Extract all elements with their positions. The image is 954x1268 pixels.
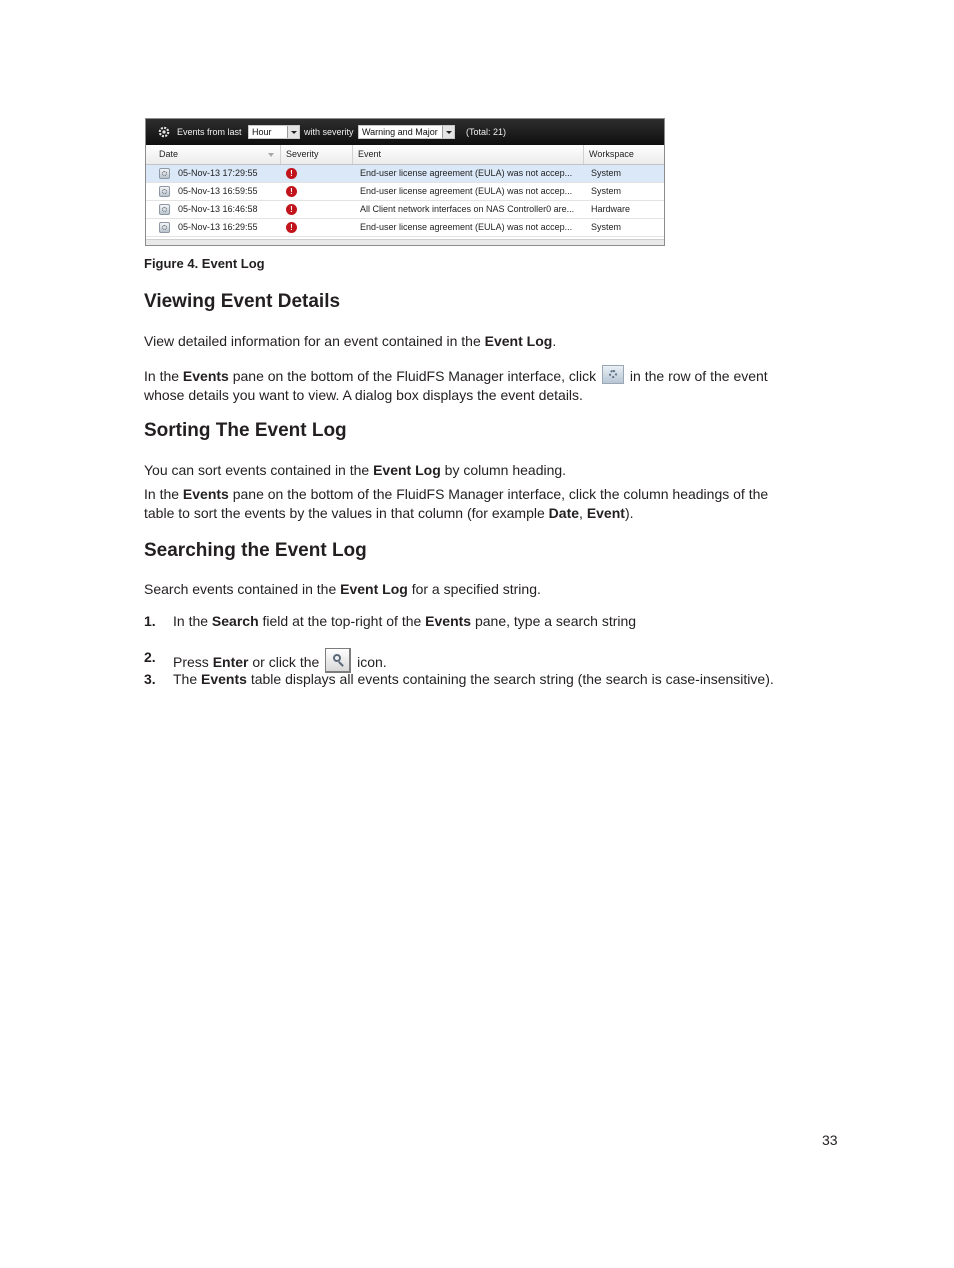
error-severity-icon: ! (286, 222, 297, 233)
column-header-severity[interactable] (281, 145, 353, 164)
list-item: The Events table displays all events containing the search string (the search is case-insensitive). (173, 671, 774, 687)
list-item-number: 2. (144, 649, 156, 665)
table-row[interactable] (146, 201, 664, 219)
table-scrollbar[interactable] (146, 239, 664, 245)
with-severity-label: with severity (304, 127, 354, 137)
gear-icon[interactable] (159, 186, 170, 197)
table-row[interactable] (146, 183, 664, 201)
column-header-label: Workspace (589, 149, 634, 159)
table-row[interactable] (146, 219, 664, 237)
error-severity-icon: ! (286, 204, 297, 215)
error-severity-icon: ! (286, 168, 297, 179)
total-count: (Total: 21) (466, 127, 507, 137)
severity-select-value: Warning and Major (362, 127, 438, 137)
gear-icon[interactable] (159, 204, 170, 215)
row-workspace: System (591, 222, 622, 232)
row-event: All Client network interfaces on NAS Controller0 are... (360, 204, 575, 214)
column-header-label: Date (159, 149, 179, 159)
severity-select[interactable] (358, 125, 455, 139)
table-row[interactable] (146, 165, 664, 183)
row-date: 05-Nov-13 16:59:55 (178, 186, 258, 196)
error-severity-icon: ! (286, 186, 297, 197)
list-item-number: 3. (144, 671, 156, 687)
gear-icon[interactable] (159, 168, 170, 179)
gear-icon[interactable] (159, 222, 170, 233)
paragraph: In the Events pane on the bottom of the FluidFS Manager interface, click the column headings of the table to sort the events by the values in that column (for example Date, Event). (144, 486, 769, 521)
heading-sorting-event-log: Sorting The Event Log (144, 420, 347, 441)
list-item-number: 1. (144, 613, 156, 629)
paragraph: Search events contained in the Event Log for a specified string. (144, 581, 541, 597)
sort-arrow-icon (268, 153, 274, 157)
row-event: End-user license agreement (EULA) was not accep... (360, 168, 573, 178)
period-select-value: Hour (252, 127, 272, 137)
row-date: 05-Nov-13 17:29:55 (178, 168, 258, 178)
dropdown-arrow-icon[interactable] (287, 126, 299, 138)
row-workspace: System (591, 168, 622, 178)
gear-icon[interactable] (158, 126, 170, 138)
events-from-last-label: Events from last (177, 127, 242, 137)
row-event: End-user license agreement (EULA) was not accep... (360, 222, 573, 232)
heading-viewing-event-details: Viewing Event Details (144, 291, 341, 312)
column-header-label: Severity (286, 149, 319, 159)
page-number: 33 (822, 1132, 838, 1148)
paragraph: View detailed information for an event contained in the Event Log. (144, 333, 557, 349)
row-event: End-user license agreement (EULA) was not accep... (360, 186, 573, 196)
list-item: Press Enter or click the icon. (173, 648, 823, 673)
paragraph: You can sort events contained in the Event Log by column heading. (144, 462, 567, 478)
events-toolbar (146, 119, 664, 145)
figure-caption: Figure 4. Event Log (144, 256, 265, 271)
events-table-header (146, 145, 664, 165)
row-workspace: Hardware (591, 204, 631, 214)
period-select[interactable] (248, 125, 300, 139)
gear-icon (602, 365, 624, 384)
dropdown-arrow-icon[interactable] (442, 126, 454, 138)
row-date: 05-Nov-13 16:29:55 (178, 222, 258, 232)
column-header-workspace[interactable] (584, 145, 665, 164)
row-workspace: System (591, 186, 622, 196)
column-header-label: Event (358, 149, 382, 159)
heading-searching-event-log: Searching the Event Log (144, 540, 367, 561)
row-date: 05-Nov-13 16:46:58 (178, 204, 258, 214)
paragraph: In the Events pane on the bottom of the FluidFS Manager interface, click in the row of the event whose details you want to view. A dialog box displays the event details. (144, 365, 814, 405)
column-header-event[interactable] (353, 145, 584, 164)
event-log-figure (145, 118, 665, 246)
list-item: In the Search field at the top-right of the Events pane, type a search string (173, 613, 637, 629)
column-header-date[interactable] (154, 145, 281, 164)
